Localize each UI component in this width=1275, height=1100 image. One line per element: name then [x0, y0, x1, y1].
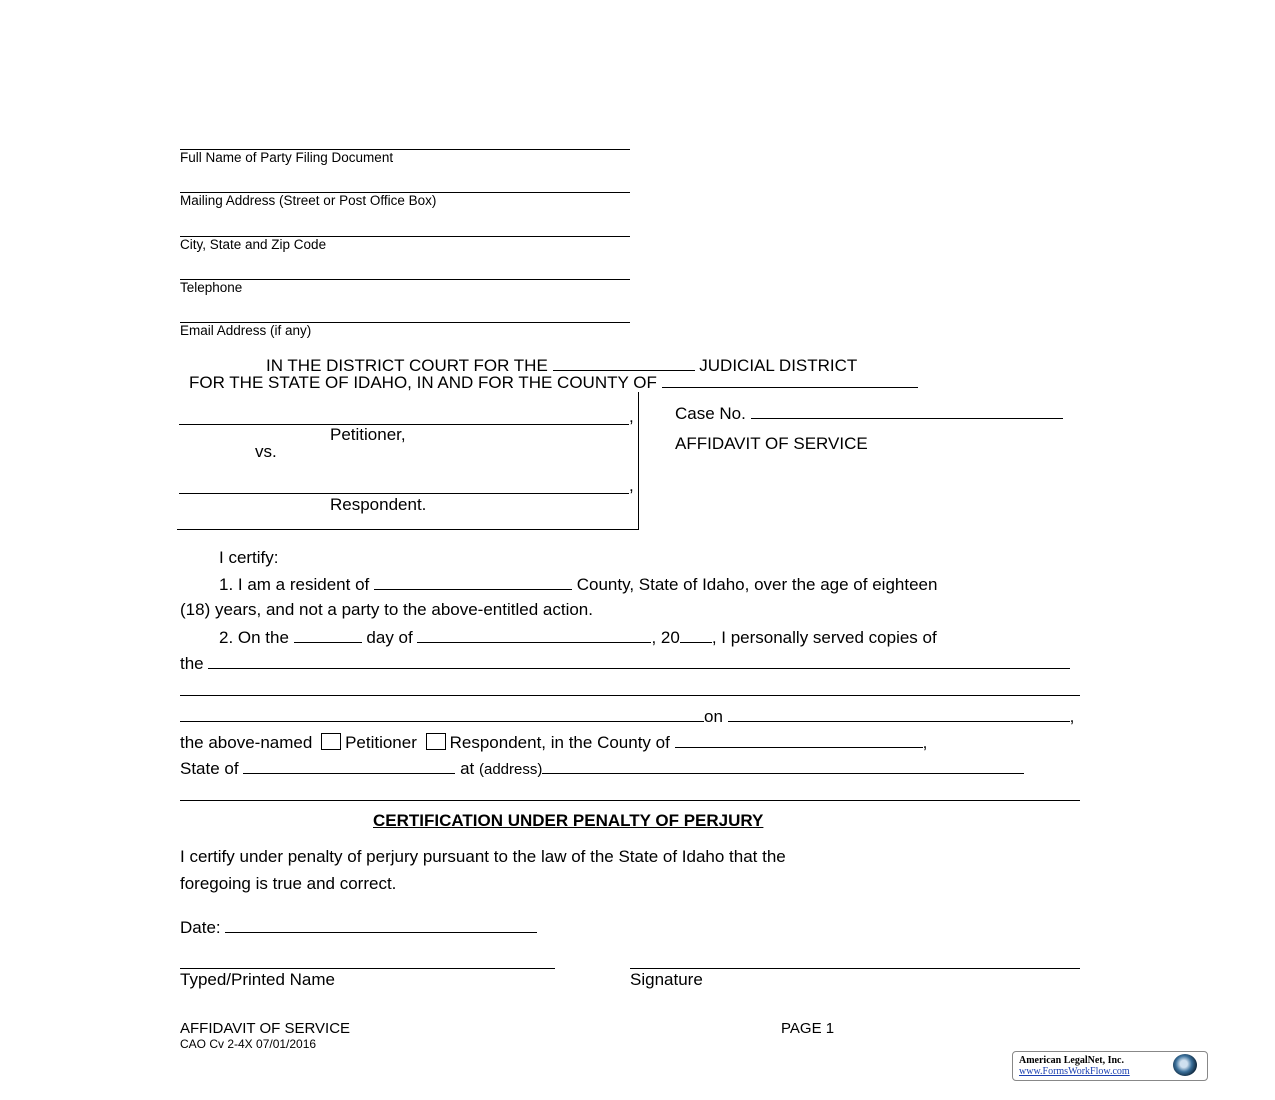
- printed-name-line[interactable]: [180, 968, 555, 969]
- field-label: Full Name of Party Filing Document: [180, 150, 394, 165]
- paragraph-2: [219, 627, 937, 648]
- court-line-2: [189, 372, 918, 393]
- case-no-blank[interactable]: [751, 403, 1063, 419]
- field-label: City, State and Zip Code: [180, 237, 327, 252]
- footer-title: AFFIDAVIT OF SERVICE: [180, 1020, 351, 1037]
- text: Petitioner: [345, 733, 417, 752]
- logo-company: American LegalNet, Inc.: [1019, 1055, 1124, 1066]
- comma: ,: [629, 407, 634, 426]
- signature-line[interactable]: [630, 968, 1080, 969]
- county-blank[interactable]: [662, 372, 918, 388]
- documents-blank[interactable]: [208, 653, 1070, 669]
- comma: ,: [629, 476, 634, 495]
- american-legalnet-logo[interactable]: [1012, 1051, 1208, 1081]
- telephone-line[interactable]: [180, 279, 630, 280]
- signature-label: Signature: [630, 970, 703, 989]
- date-blank[interactable]: [225, 917, 537, 933]
- globe-icon: [1173, 1054, 1197, 1076]
- case-no-label: Case No.: [675, 404, 746, 423]
- address-blank[interactable]: [542, 758, 1024, 774]
- resident-county-blank[interactable]: [374, 574, 572, 590]
- text: ,: [1069, 707, 1075, 726]
- text: , 20: [651, 628, 680, 647]
- field-label: Email Address (if any): [180, 323, 312, 338]
- paragraph-1: [219, 574, 937, 595]
- petitioner-checkbox[interactable]: [321, 733, 341, 750]
- text: , I personally served copies of: [711, 628, 937, 647]
- logo-url[interactable]: www.FormsWorkFlow.com: [1019, 1066, 1130, 1077]
- service-county-blank[interactable]: [675, 732, 923, 748]
- vs-label: vs.: [255, 442, 277, 461]
- certify-text: I certify:: [219, 548, 279, 567]
- text: the: [180, 654, 204, 673]
- court-text: IN THE DISTRICT COURT FOR THE: [266, 356, 548, 375]
- text: on: [704, 707, 723, 726]
- certification-text: foregoing is true and correct.: [180, 874, 397, 893]
- respondent-label: Respondent.: [330, 495, 427, 514]
- document-title: AFFIDAVIT OF SERVICE: [675, 434, 868, 453]
- field-label: Mailing Address (Street or Post Office Box): [180, 193, 437, 208]
- documents-blank-3[interactable]: [180, 706, 704, 722]
- day-blank[interactable]: [294, 627, 362, 643]
- documents-line: [180, 653, 1070, 674]
- documents-blank-2[interactable]: [180, 695, 1080, 696]
- respondent-line[interactable]: [179, 493, 629, 494]
- petitioner-label: Petitioner,: [330, 425, 406, 444]
- text: 1. I am a resident of: [219, 575, 370, 594]
- respondent-checkbox[interactable]: [426, 733, 446, 750]
- text: ,: [922, 733, 928, 752]
- caption-divider: [638, 392, 639, 530]
- served-person-blank[interactable]: [728, 706, 1070, 722]
- address-line: [180, 758, 1024, 780]
- month-blank[interactable]: [417, 627, 651, 643]
- form-code: CAO Cv 2-4X 07/01/2016: [180, 1037, 317, 1051]
- text: day of: [366, 628, 413, 647]
- court-text: FOR THE STATE OF IDAHO, IN AND FOR THE COUNTY OF: [189, 373, 657, 392]
- page-number: PAGE 1: [781, 1020, 835, 1037]
- text: State of: [180, 759, 239, 778]
- court-text: JUDICIAL DISTRICT: [699, 356, 858, 375]
- date-label: Date:: [180, 918, 221, 937]
- case-no: [675, 403, 1063, 424]
- field-label: Telephone: [180, 280, 243, 295]
- paragraph-1-cont: (18) years, and not a party to the above-entitled action.: [180, 600, 593, 619]
- text: Respondent, in the County of: [449, 733, 670, 752]
- text: (address): [479, 761, 543, 778]
- text: 2. On the: [219, 628, 289, 647]
- certification-heading: CERTIFICATION UNDER PENALTY OF PERJURY: [373, 811, 764, 830]
- printed-name-label: Typed/Printed Name: [180, 970, 335, 989]
- district-blank[interactable]: [553, 355, 695, 371]
- state-blank[interactable]: [243, 758, 455, 774]
- year-blank[interactable]: [680, 627, 712, 643]
- text: the above-named: [180, 733, 313, 752]
- date-line: [180, 917, 537, 938]
- address-blank-2[interactable]: [180, 800, 1080, 801]
- text: County, State of Idaho, over the age of eighteen: [576, 575, 938, 594]
- served-on-line: [180, 706, 1074, 727]
- caption-bottom-line: [177, 529, 639, 530]
- party-line: [180, 732, 927, 753]
- text: at: [460, 759, 475, 778]
- certification-text: I certify under penalty of perjury pursuant to the law of the State of Idaho that the: [180, 847, 786, 866]
